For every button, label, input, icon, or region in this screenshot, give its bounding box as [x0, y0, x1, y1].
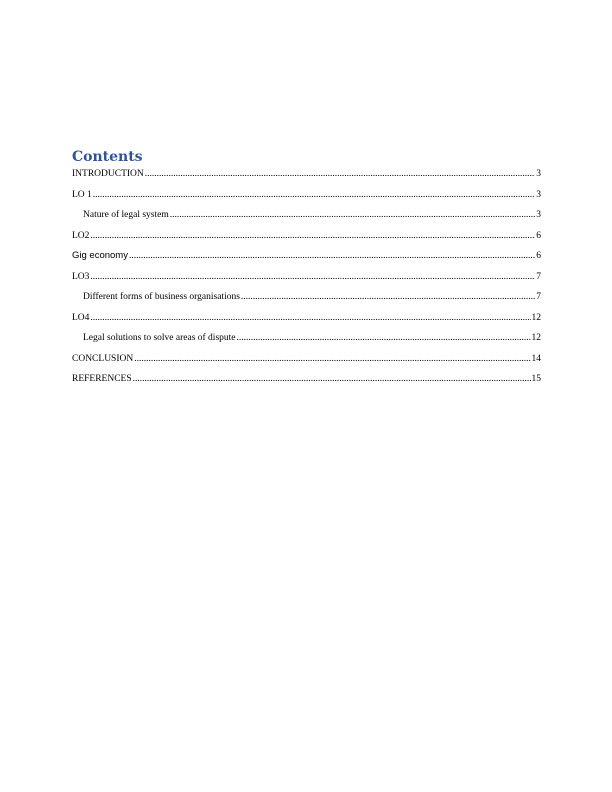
dot-leader: [237, 332, 531, 344]
toc-entry-title: LO4: [72, 312, 90, 323]
toc-entry-page: 6: [536, 230, 541, 241]
toc-heading: Contents: [72, 149, 143, 165]
toc-entry-page: 7: [536, 271, 541, 282]
toc-entry-title: LO2: [72, 230, 90, 241]
toc-entry-gig-economy[interactable]: [72, 250, 541, 271]
toc-entry-title: LO3: [72, 271, 90, 282]
toc-entry-title: LO 1: [72, 189, 92, 200]
toc-entry-nature-of-legal-system[interactable]: [72, 209, 541, 230]
toc-entry-page: 3: [536, 210, 541, 220]
toc-entry-title: Nature of legal system: [83, 210, 169, 220]
toc-entry-page: 7: [536, 292, 541, 302]
toc-entry-page: 15: [531, 374, 541, 384]
toc-entry-conclusion[interactable]: [72, 353, 541, 374]
toc-entry-title: REFERENCES: [72, 374, 132, 384]
dot-leader: [129, 250, 535, 262]
toc-entry-references[interactable]: [72, 373, 541, 394]
toc-entry-lo3[interactable]: [72, 271, 541, 292]
dot-leader: [90, 312, 530, 324]
toc-entry-title: Legal solutions to solve areas of dispute: [83, 333, 236, 343]
toc-entry-title: Gig economy: [72, 250, 128, 261]
dot-leader: [145, 168, 535, 180]
dot-leader: [241, 291, 535, 303]
dot-leader: [90, 230, 535, 242]
toc-entry-page: 14: [531, 353, 541, 364]
toc-entry-lo1[interactable]: [72, 189, 541, 210]
toc-entry-lo4[interactable]: [72, 312, 541, 333]
toc-entry-page: 12: [531, 312, 541, 323]
toc-entry-title: INTRODUCTION: [72, 169, 144, 179]
toc-entry-title: CONCLUSION: [72, 353, 134, 364]
toc-entry-page: 6: [536, 251, 541, 261]
toc-entry-page: 12: [531, 333, 541, 343]
table-of-contents: [72, 148, 541, 394]
dot-leader: [134, 353, 530, 365]
dot-leader: [93, 189, 535, 201]
toc-entry-forms-of-business-organisations[interactable]: [72, 291, 541, 312]
toc-entry-lo2[interactable]: [72, 230, 541, 251]
dot-leader: [133, 373, 531, 385]
dot-leader: [170, 209, 536, 221]
toc-entry-title: Different forms of business organisations: [83, 292, 240, 302]
toc-entry-page: 3: [536, 169, 541, 179]
dot-leader: [90, 271, 535, 283]
toc-entry-legal-solutions[interactable]: [72, 332, 541, 353]
toc-entry-page: 3: [536, 189, 541, 200]
toc-entry-introduction[interactable]: [72, 168, 541, 189]
